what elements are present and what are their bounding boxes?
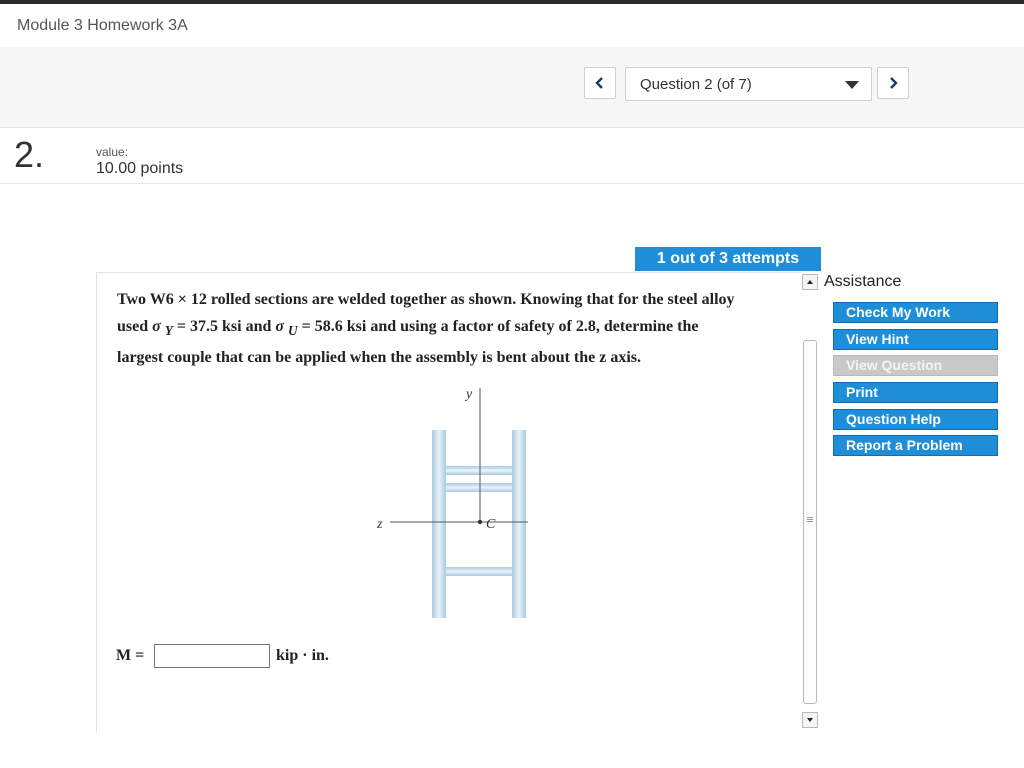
left-flange [432,430,446,618]
question-help-button[interactable]: Question Help [833,409,998,430]
question-selector-label: Question 2 (of 7) [640,76,752,93]
scroll-grip [807,517,813,518]
attempts-badge: 1 out of 3 attempts [635,247,821,271]
report-problem-button[interactable]: Report a Problem [833,435,998,456]
answer-unit: kip · in. [276,647,329,664]
scroll-down-icon [803,713,817,727]
value-label: value: [96,145,129,159]
problem-line-3: largest couple that can be applied when the assembly is bent about the z axis. [117,349,642,367]
view-question-button: View Question [833,355,998,376]
welded-sections-figure [360,380,550,625]
scroll-thumb[interactable] [803,340,817,704]
previous-question-button[interactable] [584,67,616,99]
z-axis-label: z [377,517,383,532]
scroll-down-button[interactable] [802,712,818,728]
centroid-label: C [486,517,496,532]
answer-label: M = [116,647,145,664]
chevron-left-icon [595,77,605,89]
question-selector[interactable] [625,67,872,101]
module-title: Module 3 Homework 3A [17,17,188,34]
next-question-button[interactable] [877,67,909,99]
right-flange [512,430,526,618]
moment-answer-input[interactable] [154,644,270,668]
sigma-u-subscript: U [288,323,298,339]
check-my-work-button[interactable]: Check My Work [833,302,998,323]
question-points: 10.00 points [96,160,184,177]
top-web [446,466,512,475]
bottom-web [446,567,512,576]
problem-statement [117,286,797,371]
scroll-up-icon [803,275,817,289]
problem-line-2: used σ $_Y$ = 37.5 ksi and σ $_U$ = 58.6 ksi and using a factor of safety of 2.8, determine the [117,318,699,339]
divider [0,183,1024,184]
centroid-point [478,520,482,524]
assistance-title: Assistance [824,273,902,290]
middle-web [446,483,512,492]
question-scrollbar[interactable] [801,272,819,732]
scroll-up-button[interactable] [802,274,818,290]
view-hint-button[interactable]: View Hint [833,329,998,350]
question-number: 2. [14,134,45,175]
caret-down-icon [845,81,859,89]
question-navbar [0,47,1024,128]
problem-line-1: Two W6 × 12 rolled sections are welded together as shown. Knowing that for the steel alloy [117,291,735,308]
top-border [0,0,1024,4]
print-button[interactable]: Print [833,382,998,403]
sigma-symbol: σ [152,318,161,335]
sigma-y-subscript: Y [164,323,173,339]
y-axis-label: y [466,387,473,402]
chevron-right-icon [888,77,898,89]
sigma-symbol: σ [275,318,285,335]
